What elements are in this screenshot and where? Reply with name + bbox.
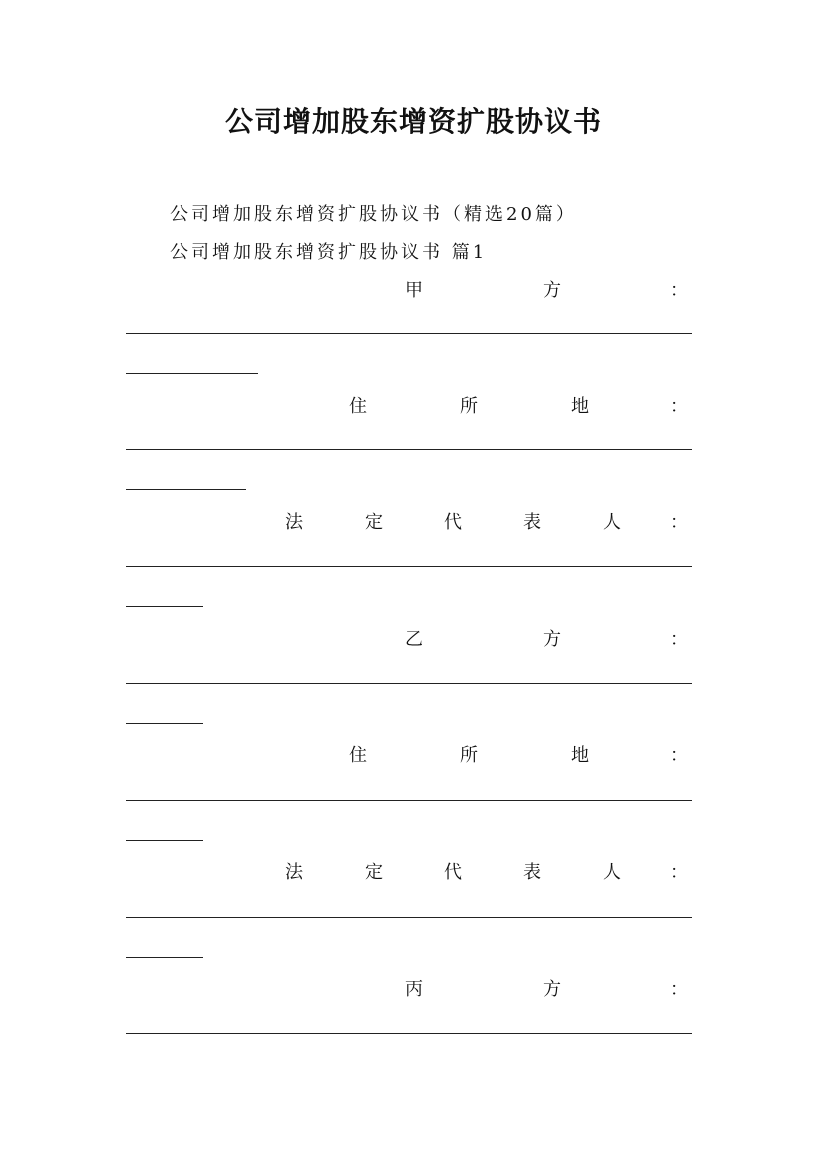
legal-rep-b-char-4: 表	[523, 862, 541, 883]
address-a-blank-line-cont	[126, 489, 246, 490]
address-b-label	[126, 741, 692, 771]
address-b-char-1: 住	[349, 745, 367, 766]
legal-rep-a-blank-line-cont	[126, 606, 203, 607]
party-b-blank-line	[126, 683, 692, 684]
party-c-blank-line	[126, 1033, 692, 1034]
legal-rep-b-char-3: 代	[444, 862, 462, 883]
party-a-char-1: 甲	[405, 280, 423, 301]
legal-rep-b-colon: ：	[670, 862, 688, 883]
legal-rep-b-char-2: 定	[365, 862, 383, 883]
party-c-label	[126, 975, 692, 1005]
party-b-char-2: 方	[543, 629, 561, 650]
party-a-label	[126, 276, 692, 306]
document-title: 公司增加股东增资扩股协议书	[224, 105, 602, 138]
party-b-colon: ：	[670, 629, 688, 650]
party-a-blank-line-cont	[126, 373, 258, 374]
party-c-char-2: 方	[543, 979, 561, 1000]
legal-rep-a-char-5: 人	[603, 512, 621, 533]
party-a-char-2: 方	[543, 280, 561, 301]
legal-rep-b-char-5: 人	[603, 862, 621, 883]
address-b-colon: ：	[670, 745, 688, 766]
address-a-blank-line	[126, 449, 692, 450]
legal-rep-a-blank-line	[126, 566, 692, 567]
address-a-char-2: 所	[460, 396, 478, 417]
party-b-blank-line-cont	[126, 723, 203, 724]
address-a-label	[126, 392, 692, 422]
legal-rep-b-char-1: 法	[285, 862, 303, 883]
address-b-char-3: 地	[571, 745, 589, 766]
legal-rep-a-char-1: 法	[285, 512, 303, 533]
legal-rep-b-blank-line-cont	[126, 957, 203, 958]
legal-rep-a-char-2: 定	[365, 512, 383, 533]
legal-rep-a-char-3: 代	[444, 512, 462, 533]
intro-line-2: 公司增加股东增资扩股协议书 篇1	[170, 242, 488, 263]
address-b-char-2: 所	[460, 745, 478, 766]
legal-rep-a-label	[126, 508, 692, 538]
address-a-colon: ：	[670, 396, 688, 417]
party-b-label	[126, 625, 692, 655]
legal-rep-b-blank-line	[126, 917, 692, 918]
legal-rep-a-char-4: 表	[523, 512, 541, 533]
party-c-colon: ：	[670, 979, 688, 1000]
party-a-blank-line	[126, 333, 692, 334]
legal-rep-a-colon: ：	[670, 512, 688, 533]
address-a-char-1: 住	[349, 396, 367, 417]
legal-rep-b-label	[126, 858, 692, 888]
party-a-colon: ：	[670, 280, 688, 301]
address-b-blank-line-cont	[126, 840, 203, 841]
intro-line-1: 公司增加股东增资扩股协议书（精选20篇）	[170, 204, 577, 225]
party-c-char-1: 丙	[405, 979, 423, 1000]
address-a-char-3: 地	[571, 396, 589, 417]
address-b-blank-line	[126, 800, 692, 801]
party-b-char-1: 乙	[405, 629, 423, 650]
